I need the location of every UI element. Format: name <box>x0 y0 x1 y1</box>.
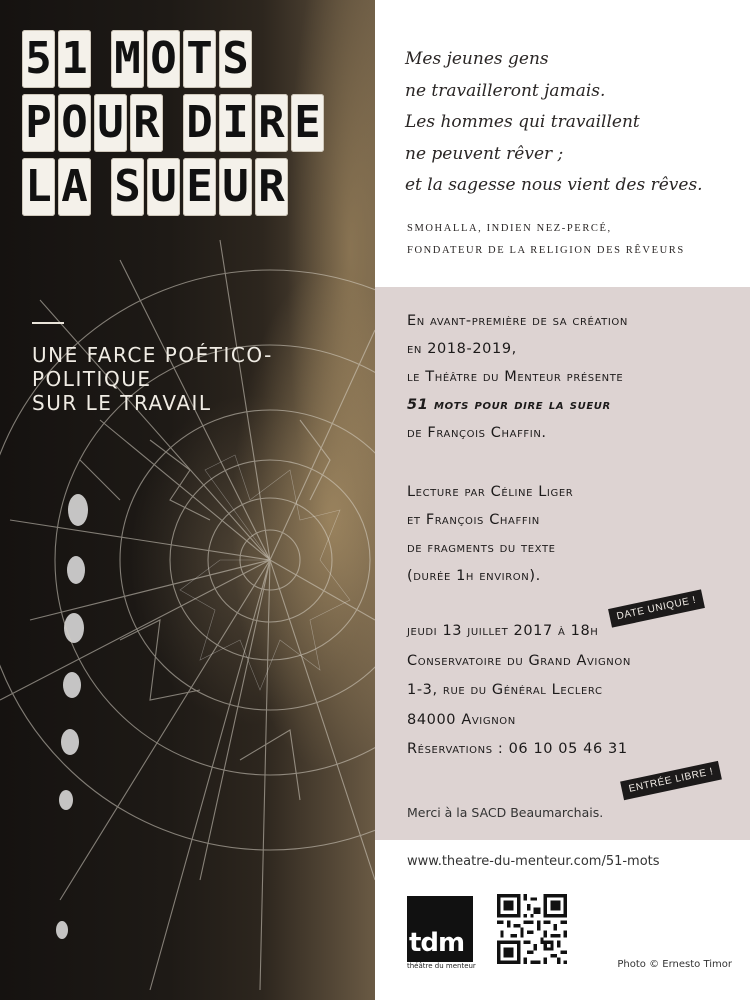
title-letter-tile: R <box>130 94 163 152</box>
title-letter-tile: U <box>94 94 127 152</box>
attribution-line: SMOHALLA, INDIEN NEZ-PERCÉ, <box>407 223 612 234</box>
photo-credit: Photo © Ernesto Timor <box>617 959 732 970</box>
quote-line: ne peuvent rêver ; <box>405 143 564 164</box>
website-link[interactable]: www.theatre-du-menteur.com/51-mots <box>407 854 660 869</box>
title-letter-tile: S <box>111 158 144 216</box>
event-city: 84000 Avignon <box>407 711 516 728</box>
intro-line: en 2018-2019, <box>407 341 517 357</box>
intro-line: le Théâtre du Menteur présente <box>407 369 624 385</box>
title-space <box>166 94 180 152</box>
event-venue: Conservatoire du Grand Avignon <box>407 652 631 669</box>
title-letter-tile: A <box>58 158 91 216</box>
title-line <box>22 158 352 216</box>
reading-line: et François Chaffin <box>407 512 540 528</box>
title-space <box>94 30 108 88</box>
subtitle-line: POLITIQUE <box>32 367 152 391</box>
intro-line: de François Chaffin. <box>407 425 547 441</box>
logo-caption: théâtre du menteur <box>407 962 476 970</box>
title-letter-tile: O <box>58 94 91 152</box>
title-letter-tile: E <box>183 158 216 216</box>
title-divider <box>32 322 64 324</box>
logo-mark: tdm <box>409 928 465 958</box>
footer-section <box>375 840 750 1000</box>
free-entry-badge: ENTRÉE LIBRE ! <box>620 761 722 800</box>
title-letter-tile: R <box>255 158 288 216</box>
intro-line: En avant-première de sa création <box>407 313 628 329</box>
title-letter-tile: M <box>111 30 144 88</box>
title-letter-tile: 1 <box>58 30 91 88</box>
event-reservations: Réservations : 06 10 05 46 31 <box>407 741 628 757</box>
reading-line: de fragments du texte <box>407 540 556 556</box>
thanks-note: Merci à la SACD Beaumarchais. <box>407 805 604 820</box>
title-letter-tile: S <box>219 30 252 88</box>
title-letter-tile: E <box>291 94 324 152</box>
quote-line: et la sagesse nous vient des rêves. <box>405 175 703 195</box>
event-info-section <box>375 287 750 840</box>
quote-section <box>375 0 750 287</box>
title-line <box>22 94 352 152</box>
poster-title <box>22 30 352 222</box>
title-letter-tile: U <box>219 158 252 216</box>
epigraph-quote <box>405 44 745 202</box>
title-letter-tile: I <box>219 94 252 152</box>
reading-line: Lecture par Céline Liger <box>407 484 574 500</box>
title-letter-tile: P <box>22 94 55 152</box>
event-info-text <box>407 307 737 765</box>
title-letter-tile: T <box>183 30 216 88</box>
title-letter-tile: O <box>147 30 180 88</box>
quote-line: Les hommes qui travaillent <box>405 112 640 132</box>
event-date: jeudi 13 juillet 2017 à 18h <box>407 623 599 639</box>
qr-code-icon[interactable] <box>497 894 567 964</box>
title-line <box>22 30 352 88</box>
date-unique-badge: DATE UNIQUE ! <box>608 589 705 627</box>
quote-attribution <box>407 218 747 262</box>
reading-line: (durée 1h environ). <box>407 568 541 584</box>
title-letter-tile: R <box>255 94 288 152</box>
poster-subtitle <box>32 343 352 415</box>
event-address: 1-3, rue du Général Leclerc <box>407 682 603 698</box>
title-space <box>94 158 108 216</box>
attribution-line: FONDATEUR DE LA RELIGION DES RÊVEURS <box>407 245 685 256</box>
title-letter-tile: 5 <box>22 30 55 88</box>
title-letter-tile: U <box>147 158 180 216</box>
subtitle-line: UNE FARCE POÉTICO- <box>32 343 273 367</box>
play-title: 51 mots pour dire la sueur <box>407 397 611 413</box>
tdm-logo <box>407 896 473 962</box>
title-letter-tile: L <box>22 158 55 216</box>
quote-line: Mes jeunes gens <box>405 49 549 69</box>
quote-line: ne travailleront jamais. <box>405 80 606 101</box>
subtitle-line: SUR LE TRAVAIL <box>32 391 212 415</box>
title-letter-tile: D <box>183 94 216 152</box>
